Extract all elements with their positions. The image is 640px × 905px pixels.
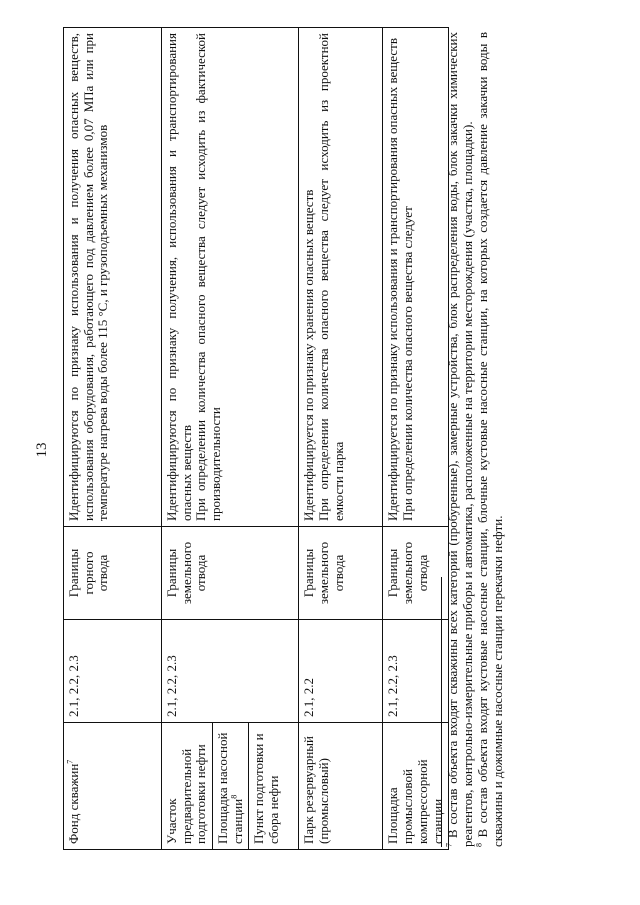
identification-text: Идентифицируется по признаку хранения опасных веществ bbox=[301, 189, 317, 521]
boundaries-cell: Границы горного отвода bbox=[64, 527, 162, 620]
footnote-text: В состав объекта входят скважины всех категорий (пробуренные), замерные устройства, блок распределения воды, блок закачки химических реагентов, контрольно-измерительные приборы и автоматика, расположенные на территории месторождения (участка, площадки). bbox=[445, 32, 475, 847]
codes-cell: 2.1, 2.2, 2.3 bbox=[64, 620, 162, 723]
identification-text: Идентифицируются по признаку получения, использования и транспортирования опасных веществ bbox=[164, 33, 194, 521]
footnotes bbox=[446, 32, 506, 847]
identification-cell bbox=[299, 28, 383, 527]
table-row bbox=[64, 28, 162, 850]
identification-text: При определении количества опасного вещества следует bbox=[400, 206, 416, 521]
object-cell: Площадка промысловой компрессорной станции bbox=[383, 723, 449, 850]
footnote bbox=[446, 32, 476, 847]
table-row bbox=[299, 28, 383, 850]
object-cell: Пункт подготовки и сбора нефти bbox=[249, 723, 299, 850]
object-cell: Парк резервуарный (промысловый) bbox=[299, 723, 383, 850]
footnote-mark: 7 bbox=[444, 843, 454, 847]
footnote-text: В состав объекта входят кустовые насосные станции, блочные кустовые насосные станции, на которых создается давление закачки воды в скважины и дожимные насосные станции перекачки нефти. bbox=[474, 32, 505, 847]
boundaries-cell: Границы земельного отвода bbox=[299, 527, 383, 620]
boundaries-cell: Границы земельного отвода bbox=[383, 527, 449, 620]
codes-cell: 2.1, 2.2 bbox=[299, 620, 383, 723]
object-cell bbox=[213, 723, 249, 850]
identification-cell bbox=[64, 28, 162, 527]
identification-text: При определении количества опасного вещества следует исходить из фактической производительности bbox=[193, 33, 224, 521]
identification-text: При определении количества опасного вещества следует исходить из проектной емкости парка bbox=[316, 33, 346, 521]
table-row bbox=[383, 28, 449, 850]
object-cell: Участок предварительной подготовки нефти bbox=[162, 723, 213, 850]
identification-text: Идентифицируются по признаку использования и получения опасных веществ, использования оборудования, работающего под давлением более 0,07 МПа или при температуре нагрева воды более 115 °С, и грузоподъемных механизмов bbox=[66, 33, 111, 521]
footnote bbox=[476, 32, 506, 847]
codes-cell: 2.1, 2.2, 2.3 bbox=[162, 620, 299, 723]
footnote-ref: 7 bbox=[65, 759, 75, 764]
boundaries-cell: Границы земельного отвода bbox=[162, 527, 299, 620]
footnote-divider bbox=[441, 577, 442, 847]
codes-cell: 2.1, 2.2, 2.3 bbox=[383, 620, 449, 723]
object-cell bbox=[64, 723, 162, 850]
page-number: 13 bbox=[34, 442, 50, 458]
table-row bbox=[162, 28, 213, 850]
identification-text: Идентифицируется по признаку использования и транспортирования опасных веществ bbox=[385, 38, 401, 521]
footnote-mark: 8 bbox=[474, 843, 484, 847]
footnote-ref: 8 bbox=[229, 794, 239, 799]
identification-cell bbox=[162, 28, 299, 527]
object-name: Фонд скважин bbox=[66, 763, 81, 844]
identification-cell bbox=[383, 28, 449, 527]
object-name: Площадка насосной станции bbox=[215, 732, 245, 844]
object-table bbox=[63, 27, 449, 850]
